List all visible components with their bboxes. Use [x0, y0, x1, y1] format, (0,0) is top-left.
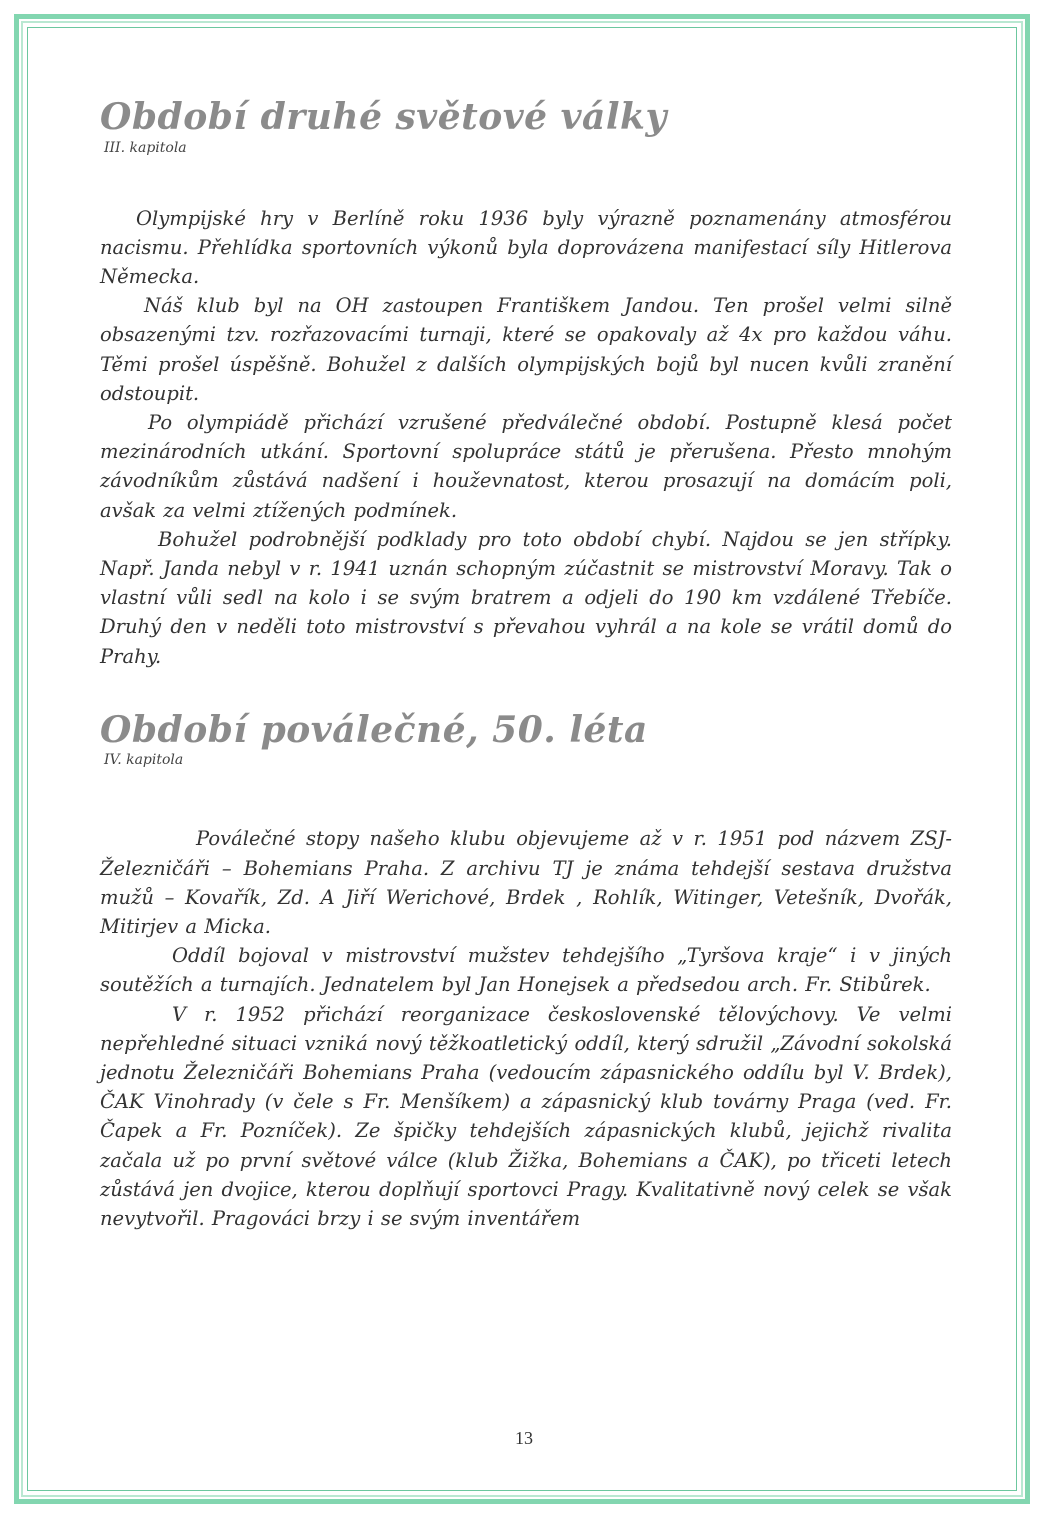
chapter-label: III. kapitola [104, 139, 187, 156]
page-number: 13 [515, 1428, 533, 1448]
paragraph: Olympijské hry v Berlíně roku 1936 byly výrazně poznamenány atmosférou nacismu. Přehlídka sportovních výkonů byla doprovázena manifestací síly Hitlerova Německa. [100, 206, 952, 288]
paragraph: Po olympiádě přichází vzrušené předválečné období. Postupně klesá počet mezinárodních utkání. Sportovní spolupráce států je přerušena. Přesto mnohým závodníkům zůstává nadšení i houževnatost, kterou prosazují na domácím poli, avšak za velmi ztížených podmínek. [100, 411, 952, 522]
chapter-label: IV. kapitola [104, 752, 184, 769]
paragraph: V r. 1952 přichází reorganizace československé tělovýchovy. Ve velmi nepřehledné situaci vzniká nový těžkoatletický oddíl, který sdružil „Závodní sokolská jednotu Železničáři Bohemians Praha (vedoucím zápasnického oddílu byl V. Brdek), ČAK Vinohrady (v čele s Fr. Menšíkem) a zápasnický klub továrny Praga (ved. Fr. Čapek a Fr. Pozníček). Ze špičky tehdejších zápasnických klubů, jejichž rivalita začala už po první světové válce (klub Žižka, Bohemians a ČAK), po třiceti letech zůstává jen dvojice, kterou doplňují sportovci Pragy. Kvalitativně nový celek se však nevytvořil. Pragováci brzy i se svým inventářem [100, 1002, 952, 1231]
paragraph: Náš klub byl na OH zastoupen Františkem Jandou. Ten prošel velmi silně obsazenými tzv. rozřazovacími turnaji, které se opakovaly až 4x pro každou váhu. Těmi prošel úspěšně. Bohužel z dalších olympijských bojů byl nucen kvůli zranění odstoupit. [100, 294, 952, 405]
paragraph: Bohužel podrobnější podklady pro toto období chybí. Najdou se jen střípky. Např. Janda nebyl v r. 1941 uznán schopným zúčastnit se mistrovství Moravy. Tak o vlastní vůli sedl na kolo i se svým bratrem a odjeli do 190 km vzdálené Třebíče. Druhý den v neděli toto mistrovství s převahou vyhrál a na kole se vrátil domů do Prahy. [100, 527, 952, 668]
page-content [100, 98, 952, 1233]
section-ww2 [100, 98, 952, 671]
paragraph: Poválečné stopy našeho klubu objevujeme až v r. 1951 pod názvem ZSJ- Železničáři – Bohemians Praha. Z archivu TJ je známa tehdejší sestava družstva mužů – Kovařík, Zd. A Jiří Werichové, Brdek , Rohlík, Witinger, Vetešník, Dvořák, Mitirjev a Micka. [100, 827, 952, 939]
paragraph: Oddíl bojoval v mistrovství mužstev tehdejšího „Tyršova kraje“ i v jiných soutěžích a turnajích. Jednatelem byl Jan Honejsek a předsedou arch. Fr. Stibůrek. [100, 944, 952, 997]
section-title: Období druhé světové války [100, 96, 667, 138]
section-title: Období poválečné, 50. léta [100, 708, 648, 751]
section-postwar [100, 708, 952, 1233]
